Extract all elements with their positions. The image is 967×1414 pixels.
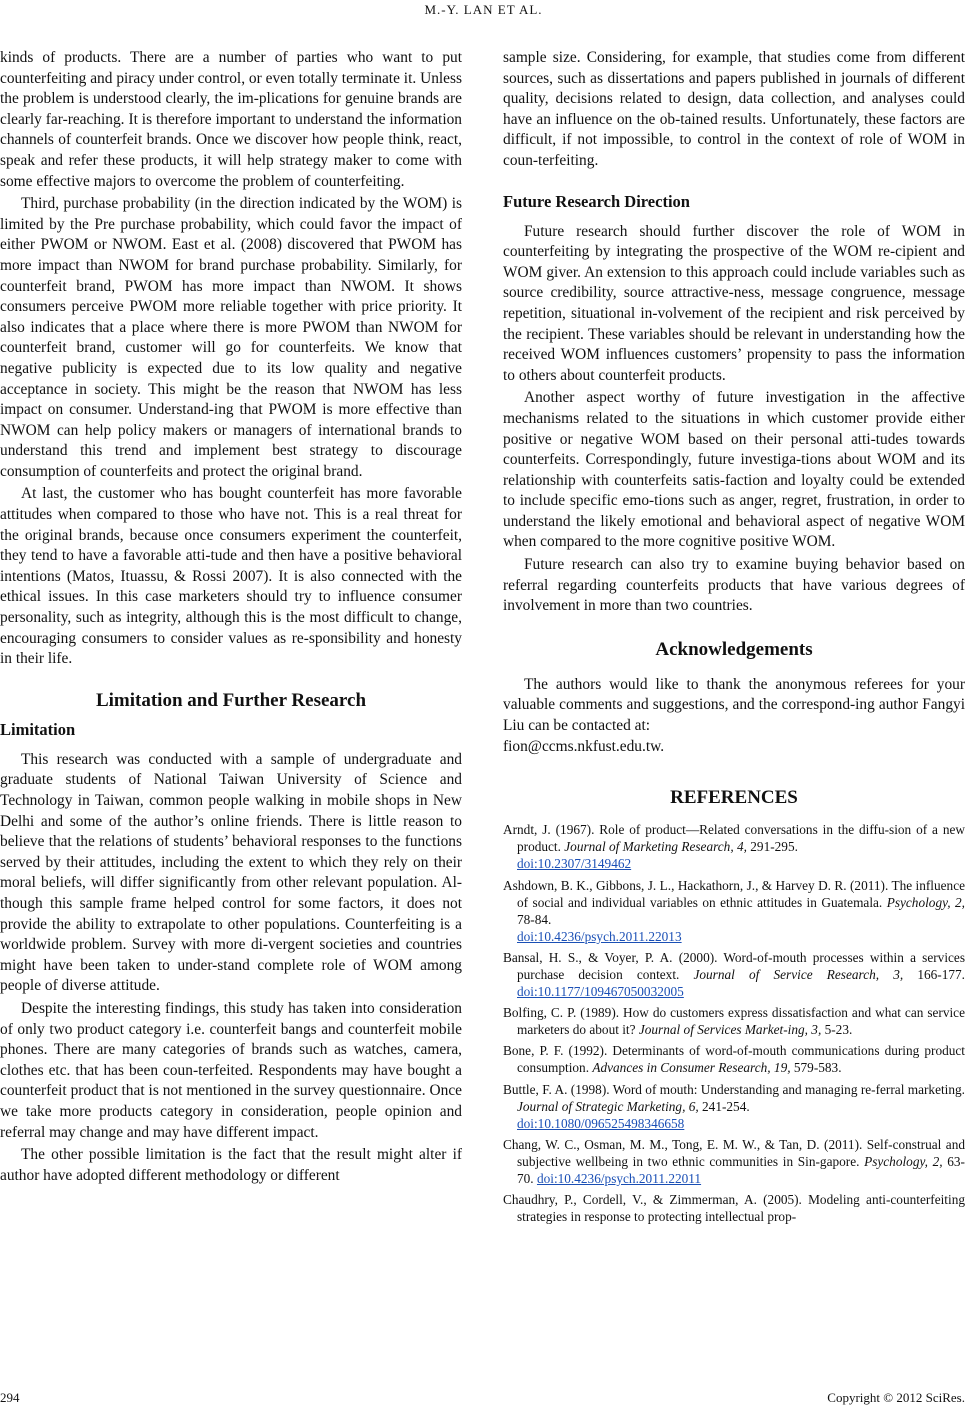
left-column — [0, 48, 462, 1186]
paragraph: Future research should further discover the role of WOM in counterfeiting by integrating the prospective of the WOM re-cipient and WOM giver. An extension to this approach could include variables such as source credibility, source attractive-ness, message congruence, message repetition, situational in-volvement of the recipient and risk perceived by the recipient. These variables should be relevant in understanding how the received WOM influences customers’ propensity to pass the information to others about counterfeit products. — [503, 222, 965, 384]
reference-journal: Psychology, 2, — [864, 1153, 943, 1169]
doi-link[interactable]: doi:10.1080/096525498346658 — [517, 1115, 685, 1131]
paragraph: The other possible limitation is the fact that the result might alter if author have adopted different methodology or different — [0, 1146, 462, 1184]
reference-pages: 63-70. — [517, 1153, 965, 1186]
reference-entry — [503, 1004, 965, 1038]
reference-journal: Journal of Service Research, 3, — [693, 966, 904, 982]
reference-text: Arndt, J. (1967). Role of product—Related conversations in the diffu-sion of a new product. — [503, 822, 965, 855]
reference-entry — [503, 949, 965, 1000]
doi-link[interactable]: doi:10.4236/psych.2011.22013 — [517, 928, 682, 944]
paragraph: This research was conducted with a sample of undergraduate and graduate students of National Taiwan University of Science and Technology in Taiwan, common people walking in mobile shops in New Delhi and some of the author’s online friends. There is little reason to believe that the relations of students’ behavioral responses to the functions served by their attitudes, including the extent to which they rely on their moral beliefs, will differ significantly from other relevant population. Al-though this sample frame helped control for some factors, it does not provide the ability to extrapolate to other populations. Counterfeiting is a worldwide problem. Survey with more di-vergent societies and countries might have been taken to under-stand complete role of WOM among people of diverse attitude. — [0, 750, 462, 995]
reference-pages: 5-23. — [821, 1022, 853, 1038]
section-heading: Acknowledgements — [655, 638, 813, 660]
reference-pages: 166-177. — [903, 966, 965, 982]
reference-entry — [503, 821, 965, 872]
reference-entry — [503, 1191, 965, 1225]
doi-link[interactable]: doi:10.4236/psych.2011.22011 — [536, 1171, 702, 1186]
reference-text: Chang, W. C., Osman, M. M., Tong, E. M. W., & Tan, D. (2011). Self-construal and subjective wellbeing in two ethnic communities in Sin-gapore. — [503, 1136, 965, 1169]
reference-text: Bone, P. F. (1992). Determinants of word-of-mouth communications during product consumption. — [503, 1043, 965, 1076]
reference-entry — [503, 1042, 965, 1076]
copyright-text: Copyright © 2012 SciRes. — [827, 1390, 965, 1405]
reference-entry — [503, 877, 965, 945]
paragraph: kinds of products. There are a number of parties who want to put counterfeiting and piracy under control, or even totally terminate it. Unless the problem is understood clearly, the im-plications for genuine brands are clearly far-reaching. It is therefore important to understand the information channels of counterfeit brands. Once we discover how people think, react, speak and refer these products, it will help strategy maker to come with some effective majors to overcome the problem of counterfeiting. — [0, 49, 462, 190]
paragraph: Despite the interesting findings, this study has taken into consideration of only two product category i.e. counterfeit bangs and counterfeit mobile phones. There are many categories of brands such as watches, camera, clothes etc. that has been coun-terfeited. Respondents may have bought a counterfeit product that is not mentioned in the survey questionnaire. Once we take more products category in consideration, people opinion and referral may change and may have different impact. — [0, 999, 462, 1141]
reference-pages: 291-295. — [746, 839, 798, 855]
paragraph: sample size. Considering, for example, that studies come from different sources, such as dissertations and papers published in journals of different quality, decisions related to design, data collection, and analyses could have an influence on the ob-tained results. Unfortunately, these factors are difficult, if not impossible, to control in the context of role of WOM in coun-terfeiting. — [503, 49, 965, 169]
reference-text: Bolfing, C. P. (1989). How do customers express dissatisfaction and what can service marketers do about it? — [503, 1005, 965, 1038]
paragraph: At last, the customer who has bought counterfeit has more favorable attitudes when compared to those who have not. This is a real threat for the original brands, because once consumers experiment the counterfeit, they tend to have a favorable atti-tude and then have a positive behavioral intentions (Matos, Ituassu, & Rossi 2007). It is also connected with the ethical issues. In this case marketers should try to influence consumer personality, such as integrity, although this is the most difficult to change, encouraging consumers to consider values as re-sponsibility and honesty in their life. — [0, 485, 462, 668]
doi-link[interactable]: doi:10.2307/3149462 — [517, 856, 632, 872]
section-heading: Limitation and Further Research — [95, 689, 367, 711]
subsection-heading: Limitation — [0, 719, 76, 739]
reference-pages: 78-84. — [517, 911, 552, 927]
page-number: 294 — [0, 1390, 20, 1405]
doi-link[interactable]: doi:10.1177/109467050032005 — [517, 984, 684, 1000]
email-text: fion@ccms.nkfust.edu.tw. — [503, 737, 665, 755]
paragraph: Third, purchase probability (in the direction indicated by the WOM) is limited by the Pre purchase probability, which could favor the impact of either PWOM or NWOM. East et al. (2008) discovered that PWOM has more impact than NWOM for brand purchase probability. Similarly, for counterfeit brand, PWOM has more impact than NWOM. It shows consumers perceive PWOM more reliable together with price priority. It also indicates that a place where there is more PWOM than NWOM for counterfeit brand, customer will go for counterfeits. We know that negative publicity is expected due to its low quality and negative acceptance in society. This might be the reason that NWOM has less impact on consumer. Understand-ing that PWOM is more effective than NWOM can help policy makers or managers of international brands to understand this trend and implement best strategy to discourage consumption of counterfeits and protect the original brand. — [0, 195, 462, 480]
reference-text: Bansal, H. S., & Voyer, P. A. (2000). Word-of-mouth processes within a services purchase decision context. — [503, 949, 965, 982]
reference-pages: 241-254. — [698, 1098, 750, 1114]
reference-text: Buttle, F. A. (1998). Word of mouth: Understanding and managing re-ferral marketing. — [503, 1081, 965, 1097]
reference-journal: Advances in Consumer Research, 19, — [592, 1060, 791, 1076]
paragraph: Another aspect worthy of future investigation in the affective mechanisms related to the situations in which customer provide either positive or negative WOM based on their personal atti-tudes towards counterfeits. Correspondingly, future investiga-tions about WOM and its relationship with counterfeits satis-faction and loyalty could be extended to include specific emo-tions such as anger, regret, frustration, in order to understand the likely emotional and behavioral aspect of negative WOM when compared to the more cognitive positive WOM. — [503, 389, 965, 551]
paragraph: Future research can also try to examine buying behavior based on referral regarding counterfeits products that have various degrees of involvement in more than two countries. — [503, 556, 965, 615]
reference-journal: Journal of Marketing Research, 4, — [564, 839, 747, 855]
reference-entry — [503, 1136, 965, 1187]
right-column — [503, 48, 965, 1229]
reference-text: Ashdown, B. K., Gibbons, J. L., Hackathorn, J., & Harvey D. R. (2011). The influence of social and individual variables on ethnic attitudes in Guatemala. — [503, 877, 965, 910]
reference-pages: 579-583. — [790, 1060, 842, 1076]
reference-entry — [503, 1081, 965, 1132]
subsection-heading: Future Research Direction — [503, 191, 690, 211]
reference-journal: Journal of Services Market-ing, 3, — [638, 1022, 822, 1038]
running-header: M.-Y. LAN ET AL. — [424, 2, 543, 17]
reference-list — [503, 821, 965, 1225]
paragraph: The authors would like to thank the anonymous referees for your valuable comments and suggestions, and the correspond-ing author Fangyi Liu can be contacted at: — [503, 675, 965, 735]
reference-journal: Psychology, 2, — [886, 894, 965, 910]
reference-journal: Journal of Strategic Marketing, 6, — [517, 1098, 699, 1114]
reference-text: Chaudhry, P., Cordell, V., & Zimmerman, A. (2005). Modeling anti-counterfeiting strategies in response to protecting intellectual prop- — [503, 1192, 965, 1225]
references-heading: REFERENCES — [670, 787, 798, 809]
